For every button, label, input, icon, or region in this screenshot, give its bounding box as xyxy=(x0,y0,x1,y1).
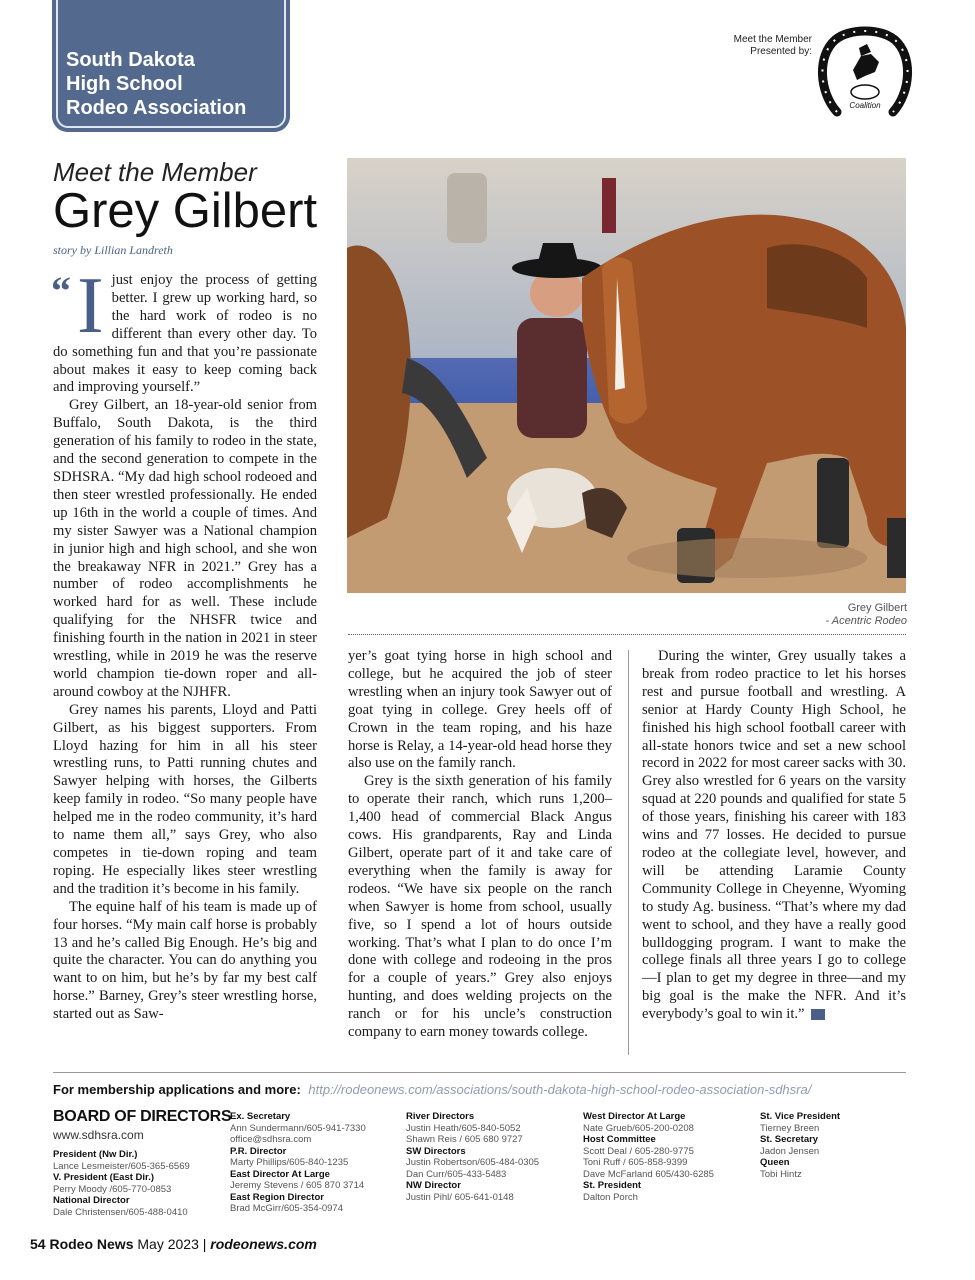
director-contact: Dale Christensen/605-488-0410 xyxy=(53,1206,188,1218)
drop-cap: I xyxy=(77,262,104,350)
article-paragraph: yer’s goat tying horse in high school and college, but he acquired the job of steer wrestling when an injury took Sawyer out of goat tying in college. Grey heels off of Crown in the team roping, and his haze horse is Relay, a 14-year-old head horse they also use on the family ranch. xyxy=(348,648,612,772)
director-contact: Tierney Breen xyxy=(760,1122,820,1134)
director-role: East Region Director xyxy=(230,1191,324,1203)
directors-column-5 xyxy=(760,1111,840,1180)
horseshoe-logo-icon xyxy=(815,26,915,120)
rodeo-photo xyxy=(347,158,906,593)
director-role: V. President (East Dir.) xyxy=(53,1172,155,1183)
article-paragraph: The equine half of his team is made up of four horses. “My main calf horse is probably 13 and he’s called Big Enough. He’s big and quite the character. You can do anything you want to on him, but he’s by far my best calf horse.” Barney, Grey’s steer wrestling horse, started out as Saw- xyxy=(53,898,317,1023)
article-paragraph: Grey Gilbert, an 18-year-old senior from Buffalo, South Dakota, is the third generation of his family to rodeo in the state, and the second generation to compete in the SDHSRA. “My dad high school rodeoed and then steer wrestled professionally. He ended up 16th in the world a couple of times. And my sister Sawyer was a National champion in junior high and high school, and she won the breakaway NFR in 2021.” Grey has a number of rodeo accomplishments he worked hard for as well. These include qualifying for the NHSFR twice and finishing fourth in the nation in 2021 in steer wrestling, while in 2019 he was the reserve world champion tie-down roper and all-around cowboy at the NJHFR. xyxy=(53,397,317,700)
director-contact: Dalton Porch xyxy=(583,1191,638,1203)
director-role: St. Vice President xyxy=(760,1111,841,1122)
director-contact: Tobi Hintz xyxy=(760,1168,802,1180)
director-contact: Justin Heath/605-840-5052 xyxy=(406,1122,521,1134)
director-role: SW Directors xyxy=(406,1145,466,1157)
page-footer xyxy=(30,1236,317,1252)
director-role: P.R. Director xyxy=(230,1145,287,1157)
sponsor-label xyxy=(734,34,812,58)
director-contact: Scott Deal / 605-280-9775 xyxy=(583,1145,694,1157)
association-name xyxy=(66,48,246,120)
paragraph-text: just enjoy the process of getting better. I grew up working hard, so the hard work of rodeo is no different than every other day. To do something fun and that you’re passionate about makes it easy to keep coming back and improving yourself.” xyxy=(53,272,317,396)
board-website[interactable]: www.sdhsra.com xyxy=(53,1128,144,1142)
director-contact: Ann Sundermann/605-941-7330 xyxy=(230,1122,366,1134)
quote-mark: “ xyxy=(51,268,71,313)
end-mark-icon xyxy=(811,1009,825,1020)
article-column-3 xyxy=(642,648,906,1024)
article-column-1 xyxy=(51,262,317,1024)
director-role: St. President xyxy=(583,1180,642,1191)
header-line: High School xyxy=(66,73,183,95)
director-contact: Toni Ruff / 605-858-9399 xyxy=(583,1157,688,1168)
publication-name: Rodeo News xyxy=(49,1236,134,1252)
paragraph-text: During the winter, Grey usually takes a break from rodeo practice to let his horses rest and pursue football and wrestling. A senior at Hardy County High School, he finished his high school football career with all-state honors twice and set a new school record in 2022 for most career sacks with 30. Grey also wrestled for 6 years on the varsity squad at 220 pounds and qualified for state 5 of those years, finishing his career with 183 wins and 77 losses. He decided to pursue rodeo at the collegiate level, however, and will be attending Laramie County Community College in Cheyenne, Wyoming to study Ag. business. “That’s where my dad went to school, and they have a really good bulldogging program. I want to make the college finals all three years I go to college—I plan to get my degree in three—and my big goal is the make the NFR. And it’s everybody’s goal to win it.” xyxy=(642,648,906,1023)
article-title: Grey Gilbert xyxy=(53,184,318,238)
director-email[interactable]: office@sdhsra.com xyxy=(230,1134,312,1145)
footer-website[interactable]: rodeonews.com xyxy=(210,1236,317,1252)
sponsor-line: Presented by: xyxy=(750,46,812,57)
page-number: 54 xyxy=(30,1236,46,1252)
director-role: President (Nw Dir.) xyxy=(53,1149,138,1160)
divider xyxy=(348,634,906,635)
director-role: NW Director xyxy=(406,1180,461,1191)
director-role: West Director At Large xyxy=(583,1111,686,1122)
membership-line xyxy=(53,1082,811,1097)
director-contact: Lance Lesmeister/605-365-6569 xyxy=(53,1160,190,1172)
director-contact: Nate Grueb/605-200-0208 xyxy=(583,1122,694,1134)
board-title: BOARD OF DIRECTORS xyxy=(53,1108,232,1125)
directors-column-2 xyxy=(230,1111,366,1215)
director-role: St. Secretary xyxy=(760,1134,819,1145)
article-column-2 xyxy=(348,648,612,1042)
director-contact: Dan Curr/605-433-5483 xyxy=(406,1168,507,1180)
director-contact: Jadon Jensen xyxy=(760,1145,820,1157)
director-contact: Justin Robertson/605-484-0305 xyxy=(406,1157,540,1168)
article-kicker: Meet the Member xyxy=(53,157,257,187)
divider xyxy=(53,1072,906,1073)
footer-separator: | xyxy=(202,1236,207,1252)
header-line: South Dakota xyxy=(66,49,195,71)
article-paragraph: Grey is the sixth generation of his family to operate their ranch, which runs 1,200–1,400 head of commercial Black Angus cows. His grandparents, Ray and Linda Gilbert, operate part of it and take care of everything when the family is away for rodeos. “We have six people on the ranch when Sawyer is home from school, usually five, so I spend a lot of hours outside working. That’s what I plan to do once I’m done with college and rodeoing in the pros for a couple of years.” Grey also enjoys hunting, and does welding projects on the ranch or for his uncle’s construction company to earn money towards college. xyxy=(348,773,612,1041)
article-paragraph xyxy=(642,648,906,1024)
column-divider xyxy=(628,650,629,1055)
directors-column-4 xyxy=(583,1111,714,1203)
membership-label: For membership applications and more: xyxy=(53,1082,301,1097)
directors-column-3 xyxy=(406,1111,539,1203)
article-paragraph: Grey names his parents, Lloyd and Patti Gilbert, as his biggest supporters. From Lloyd hazing for him in all his steer wrestling runs, to Patti running chutes and Sawyer helping with horses, the Gilberts keep family in rodeo. “So many people have helped me in the rodeo community, it’s hard to name them all,” says Grey, who also competes in tie-down roping and team roping. He especially likes steer wrestling and the tradition it’s become in his family. xyxy=(53,701,317,897)
photo-caption xyxy=(825,602,907,628)
directors-column-1 xyxy=(53,1149,190,1218)
photo-credit: - Acentric Rodeo xyxy=(825,615,907,627)
sponsor-line: Meet the Member xyxy=(733,34,812,45)
director-contact: Shawn Reis / 605 680 9727 xyxy=(406,1134,523,1145)
director-contact: Brad McGirr/605-354-0974 xyxy=(230,1203,343,1214)
byline: story by Lillian Landreth xyxy=(53,243,173,257)
director-contact: Justin Pihl/ 605-641-0148 xyxy=(406,1191,514,1203)
director-contact: Dave McFarland 605/430-6285 xyxy=(583,1168,714,1180)
header-line: Rodeo Association xyxy=(66,97,247,119)
director-role: Host Committee xyxy=(583,1134,656,1145)
director-contact: Jeremy Stevens / 605 870 3714 xyxy=(230,1180,365,1191)
director-role: Ex. Secretary xyxy=(230,1111,291,1122)
article-paragraph xyxy=(51,262,317,397)
association-header xyxy=(52,0,290,132)
director-role: Queen xyxy=(760,1157,790,1168)
issue-date: May 2023 xyxy=(137,1236,199,1252)
director-contact: Marty Phillips/605-840-1235 xyxy=(230,1157,349,1168)
director-contact: Perry Moody /605-770-0853 xyxy=(53,1183,172,1195)
director-role: River Directors xyxy=(406,1111,475,1122)
director-role: National Director xyxy=(53,1195,130,1206)
director-role: East Director At Large xyxy=(230,1168,330,1180)
logo-text: Coalition xyxy=(849,101,881,110)
caption-text: Grey Gilbert xyxy=(847,602,907,614)
membership-link[interactable]: http://rodeonews.com/associations/south-dakota-high-school-rodeo-association-sdhsra/ xyxy=(308,1082,812,1097)
